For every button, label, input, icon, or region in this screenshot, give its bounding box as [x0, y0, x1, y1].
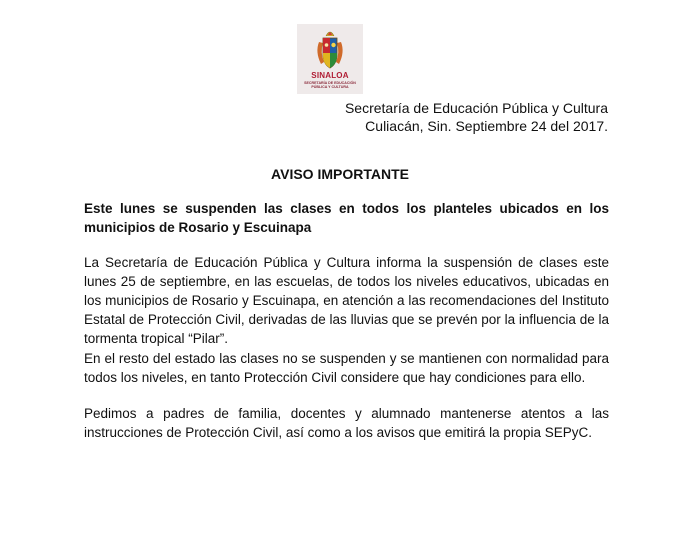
- paragraph-2: En el resto del estado las clases no se suspenden y se mantienen con normalidad para todos los niveles, en tanto Protección Civil considere que hay condiciones para ello.: [84, 351, 609, 385]
- sinaloa-logo: [297, 24, 363, 94]
- place-date: Culiacán, Sin. Septiembre 24 del 2017.: [365, 118, 608, 134]
- logo-subtitle: [297, 81, 363, 90]
- coat-of-arms-icon: [297, 24, 363, 72]
- notice-subtitle: Este lunes se suspenden las clases en todos los planteles ubicados en los municipios de Rosario y Escuinapa: [84, 201, 609, 235]
- logo-name: SINALOA: [311, 71, 349, 80]
- paragraph-1: La Secretaría de Educación Pública y Cultura informa la suspensión de clases este lunes 25 de septiembre, en las escuelas, de todos los niveles educativos, ubicadas en los municipios de Rosario y Escuinapa, en atención a las recomendaciones del Instituto Estatal de Protección Civil, derivadas de las lluvias que se prevén por la influencia de la tormenta tropical “Pilar”.: [84, 255, 609, 346]
- paragraph-3: Pedimos a padres de familia, docentes y alumnado mantenerse atentos a las instrucciones de Protección Civil, así como a los avisos que emitirá la propia SEPyC.: [84, 406, 609, 440]
- letter-header: [345, 99, 608, 135]
- organization-name: Secretaría de Educación Pública y Cultura: [344, 100, 608, 116]
- logo-subtitle-line2: PÚBLICA Y CULTURA: [311, 85, 349, 90]
- notice-title: AVISO IMPORTANTE: [271, 166, 409, 182]
- logo-subtitle-line1: SECRETARÍA DE EDUCACIÓN: [304, 81, 356, 85]
